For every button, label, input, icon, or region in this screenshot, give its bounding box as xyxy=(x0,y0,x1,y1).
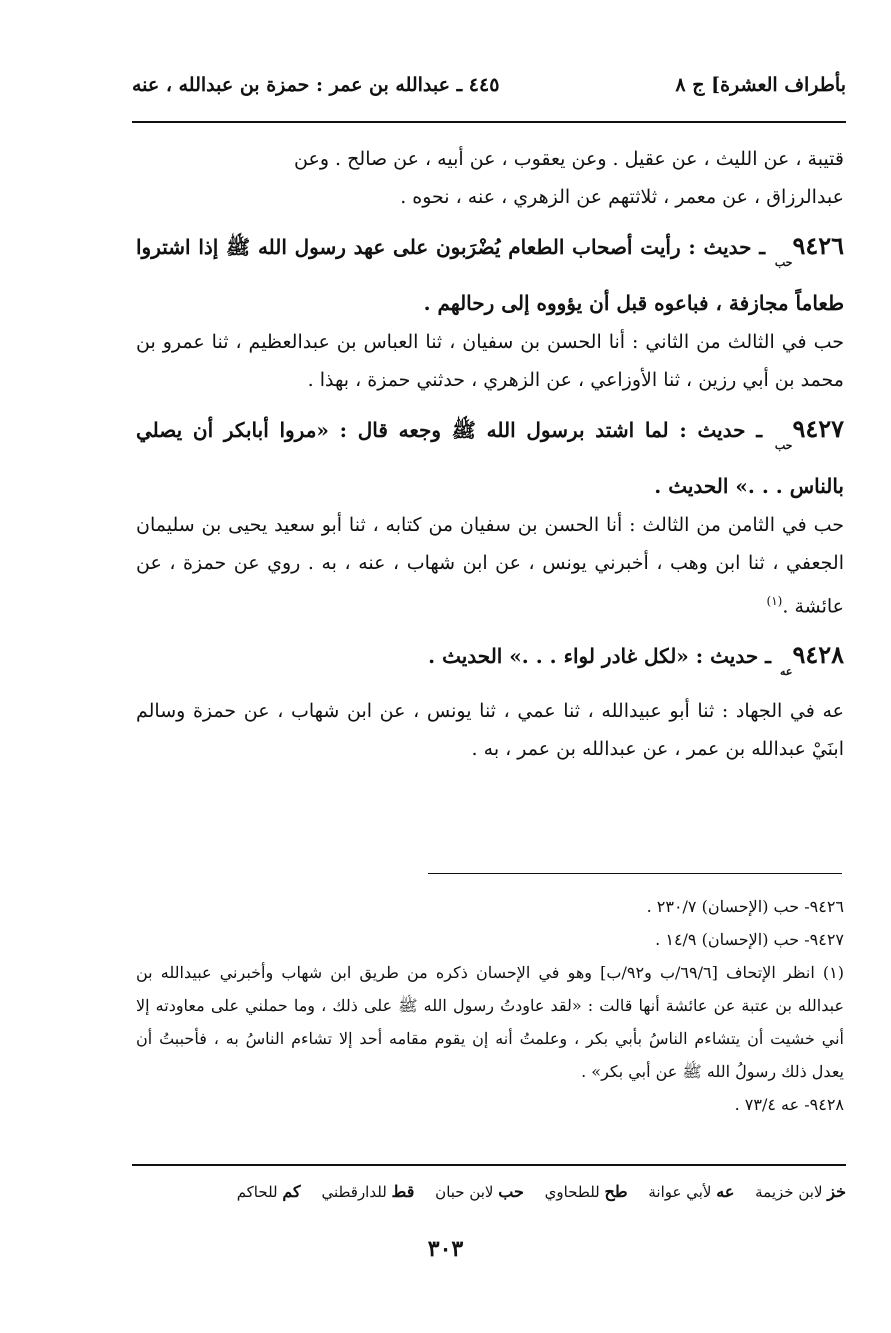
footnote: ٩٤٢٧- حب (الإحسان) ١٤/٩ . xyxy=(655,930,844,949)
hadith-text: ـ حديث : لما اشتد برسول الله ﷺ وجعه قال : «مروا أبابكر أن يصلي بالناس . . .» الحديث . xyxy=(136,418,844,498)
hadith-number: ٩٤٢٨ xyxy=(792,640,844,670)
abbreviation-item: عه لأبي عوانة xyxy=(648,1182,735,1201)
hadith-heading xyxy=(136,226,844,323)
abbreviation-item: طح للطحاوي xyxy=(544,1182,628,1201)
footnote-rule xyxy=(428,873,842,874)
header-rule xyxy=(132,121,846,123)
hadith-text: ـ حديث : رأيت أصحاب الطعام يُضْرَبون على عهد رسول الله ﷺ إذا اشتروا طعاماً مجازفة ، فباعوه قبل أن يؤووه إلى رحالهم . xyxy=(136,235,844,315)
hadith-heading xyxy=(136,409,844,506)
footnote-ref[interactable]: (١) xyxy=(766,594,783,608)
abbreviation-item: قط للدارقطني xyxy=(321,1182,415,1201)
hadith-number: ٩٤٢٦ xyxy=(792,231,845,260)
hadith-number: ٩٤٢٧ xyxy=(792,414,845,443)
intro-line: عبدالرزاق ، عن معمر ، ثلاثتهم عن الزهري ، عنه ، نحوه . xyxy=(400,186,844,208)
hadith-chain: حب في الثامن من الثالث : أنا الحسن بن سفيان من كتابه ، ثنا أبو سعيد يحيى بن سليمان الجعفي ، ثنا ابن وهب ، أخبرني يونس ، عن ابن شهاب ، عنه ، به . روي عن حمزة ، عن عائشة .$^{(١)}$ xyxy=(136,514,844,618)
footnote: (١) انظر الإتحاف [٦٩/٦/ب و٩٢/ب] وهو في الإحسان ذكره من طريق ابن شهاب وأخبرني عبيدالله بن عبدالله بن عتبة عن عائشة أنها قالت : «لقد عاودتُ رسول الله ﷺ على ذلك ، وما حملني على معاودته إلا أني خشيت أن يتشاءم الناسُ بأبي بكر ، وعلمتُ أنه إن يقوم مقامه أحد إلا تشاءم الناسُ به ، فأحببتُ أن يعدل ذلك رسولُ الله ﷺ عن أبي بكر» . xyxy=(136,963,845,1081)
main-text xyxy=(136,140,844,768)
header-chapter-title: ٤٤٥ ـ عبدالله بن عمر : حمزة بن عبدالله ، عنه xyxy=(132,74,500,96)
running-header xyxy=(132,72,846,106)
abbreviation-item: كم للحاكم xyxy=(236,1182,301,1201)
abbreviation-item: حب لابن حبان xyxy=(435,1182,524,1201)
hadith-chain: عه في الجهاد : ثنا أبو عبيدالله ، ثنا عمي ، ثنا يونس ، عن ابن شهاب ، عن حمزة وسالم ابنَيْ عبدالله بن عمر ، عن عبدالله بن عمر ، به . xyxy=(136,700,844,761)
hadith-text: ـ حديث : «لكل غادر لواء . . .» الحديث . xyxy=(428,644,771,669)
abbreviations-key xyxy=(132,1182,846,1201)
footnote: ٩٤٢٨- عه ٧٣/٤ . xyxy=(734,1095,844,1114)
footnote: ٩٤٢٦- حب (الإحسان) ٢٣٠/٧ . xyxy=(646,897,844,916)
header-book-title: بأطراف العشرة] ج ٨ xyxy=(675,74,846,96)
page-number: ٣٠٣ xyxy=(427,1236,464,1262)
abbreviations-rule xyxy=(132,1164,846,1166)
source-mark: حب xyxy=(774,256,793,269)
abbreviation-item: خز لابن خزيمة xyxy=(755,1182,846,1201)
hadith-chain: حب في الثالث من الثاني : أنا الحسن بن سفيان ، ثنا العباس بن عبدالعظيم ، ثنا عمرو بن محمد بن أبي رزين ، ثنا الأوزاعي ، عن الزهري ، حدثني حمزة ، بهذا . xyxy=(136,331,844,391)
source-mark: حب xyxy=(774,439,793,452)
footnotes xyxy=(136,890,844,1121)
hadith-heading xyxy=(136,635,844,692)
source-mark: عه xyxy=(779,665,793,679)
intro-line: قتيبة ، عن الليث ، عن عقيل . وعن يعقوب ، عن أبيه ، عن صالح . وعن xyxy=(294,148,844,170)
